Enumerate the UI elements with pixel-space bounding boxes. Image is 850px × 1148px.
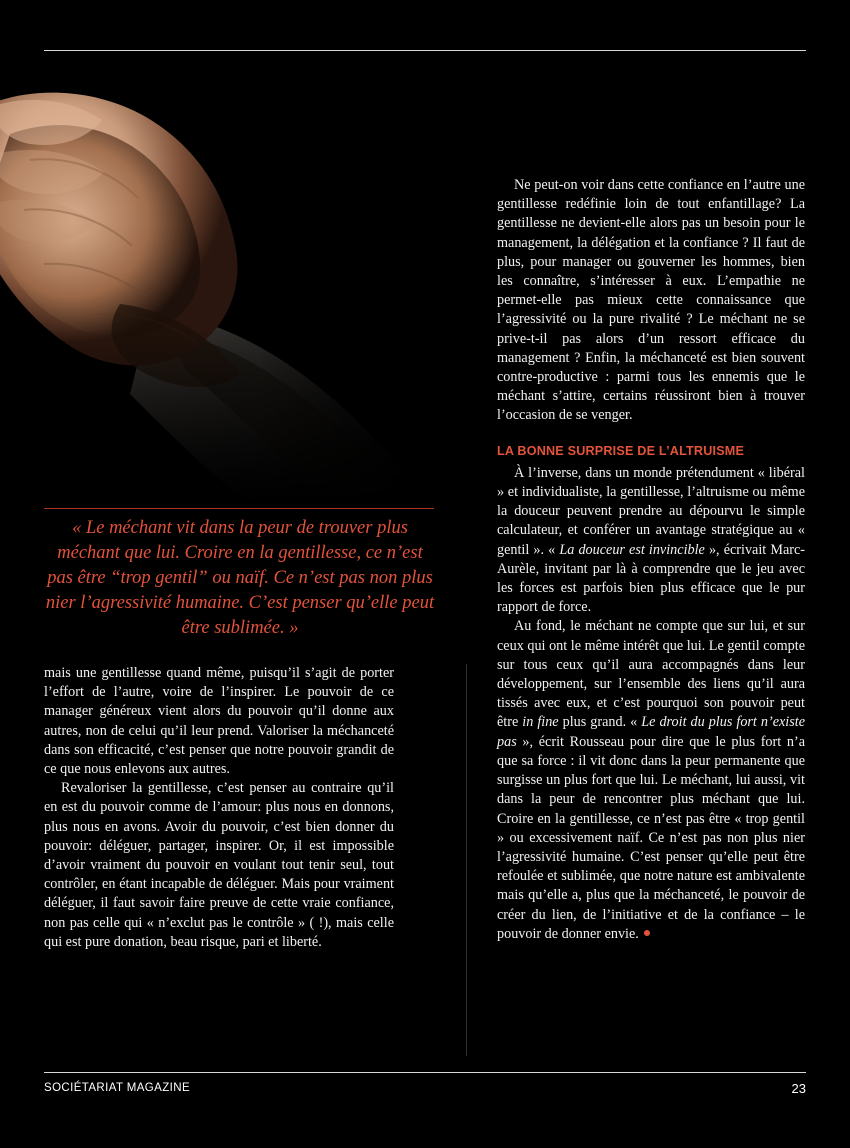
end-of-article-dot <box>644 930 650 936</box>
section-heading: LA BONNE SURPRISE DE L’ALTRUISME <box>497 443 745 458</box>
paragraph: mais une gentillesse quand même, puisqu’il s’agit de porter l’effort de l’autre, voire de l’inspirer. Le pouvoir de ce manager généreux vient alors du pouvoir qu’il donne aux autres, non de celui qu’il leur prend. Valoriser la méchanceté dans son efficacité, c’est penser que notre pouvoir grandit de ce que nous enlevons aux autres. <box>44 665 394 778</box>
paragraph <box>497 464 805 618</box>
column-divider <box>466 664 467 1056</box>
body-column-left <box>44 664 394 952</box>
paragraph-part: », écrit Rousseau pour dire que le plus fort n’a que sa force : il vit donc dans la peur permanente que surgisse un plus fort que lui. Le méchant, lui aussi, vit dans la peur de rencontrer plus méchant que lui. Croire en la gentillesse, ce n’est pas être « trop gentil » ou excessivement naïf. Ce n’est pas non plus nier l’agressivité humaine. C’est penser qu’elle peut être refoulée et sublimée, que notre nature est ambivalente mais qu’elle a, plus que la méchanceté, le pouvoir de créer du lien, de l’initiative et de la confiance – le pouvoir de donner envie. <box>497 733 805 942</box>
paragraph <box>497 617 805 943</box>
paragraph-part: », écrivait Marc-Aurèle, invitant par là à comprendre que le jeu avec les forces est parfois bien plus efficace que le pur rapport de force. <box>497 541 805 616</box>
footer-publication-name: SOCIÉTARIAT MAGAZINE <box>44 1082 191 1094</box>
paragraph: Revaloriser la gentillesse, c’est penser au contraire qu’il en est du pouvoir comme de l’amour: plus nous en donnons, plus nous en avons. Avoir du pouvoir, c’est bien donner du pouvoir: déléguer, partager, inspirer. Or, il est impossible d’avoir vraiment du pouvoir en voulant tout tenir seul, tout contrôler, en étant incapable de déléguer. Mais pour vraiment déléguer, il faut savoir faire preuve de cette vraie confiance, non pas celle qui « n’exclut pas le contrôle » ( !), mais celle qui est pure donation, beau risque, pari et liberté. <box>44 780 394 950</box>
pull-quote-divider <box>44 508 434 509</box>
paragraph-italic: in fine <box>522 714 559 731</box>
paragraph-italic: Le droit du plus fort n’existe pas <box>497 714 805 750</box>
page-number: 23 <box>791 1081 806 1096</box>
paragraph-part: Au fond, le méchant ne compte que sur lui, et sur ceux qui ont le même intérêt que lui. Le gentil compte sur tous ceux qu’il aura accompagnés dans leur développement, sur l’ensemble des liens qu’il aura tissés avec eux, et c’est pourquoi son pouvoir peut être <box>497 618 805 731</box>
bottom-divider <box>44 1072 806 1073</box>
paragraph-part: À l’inverse, dans un monde prétendument « libéral » et individualiste, la gentillesse, l’altruisme ou même la douceur peuvent prendre au dépourvu le simple calculateur, et conférer un avantage stratégique au « gentil ». « <box>497 464 805 558</box>
hand-photograph <box>0 64 470 504</box>
paragraph-part: plus grand. « <box>558 714 642 731</box>
pull-quote: « Le méchant vit dans la peur de trouver plus méchant que lui. Croire en la gentillesse, ce n’est pas être “trop gentil” ou naïf. Ce n’est pas non plus nier l’agressivité humaine. C’est penser qu’elle peut être sublimée. » <box>45 518 435 638</box>
paragraph: Ne peut-on voir dans cette confiance en l’autre une gentillesse redéfinie loin de tout enfantillage? La gentillesse ne devient-elle alors pas un besoin pour le management, la délégation et la confiance ? Il faut de plus, pour manager ou gouverner les hommes, bien les connaître, s’intéresser à eux. L’empathie ne permet-elle pas mieux cette connaissance que l’agressivité ou la pure rivalité ? Le méchant ne se prive-t-il pas alors d’un ressort efficace du management ? Enfin, la méchanceté est bien souvent contre-productive : parmi tous les ennemis que le méchant s’attire, certains réussiront bien à trouver l’occasion de se venger. <box>497 177 805 424</box>
paragraph-italic: La douceur est invincible <box>559 541 705 558</box>
body-column-right <box>497 176 805 944</box>
top-divider <box>44 50 806 51</box>
